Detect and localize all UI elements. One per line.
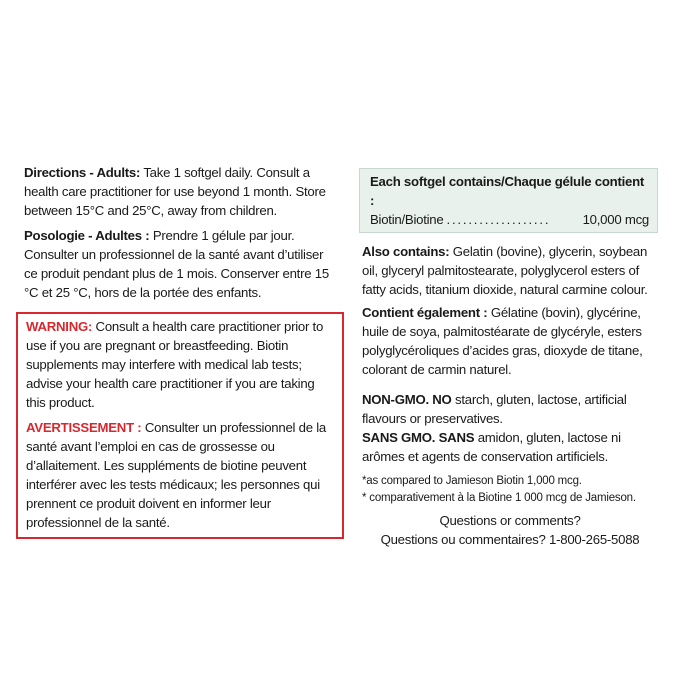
nongmo-paragraph: [362, 390, 658, 428]
posologie-text: Prendre 1 gélule par jour. Consulter un professionnel de la santé avant d’utiliser ce produit pendant plus de 1 mois. Conserver entre 15 °C et 25 °C, hors de la portée des enfants.: [24, 228, 329, 300]
contact-line-1: Questions or comments?: [439, 513, 581, 528]
contact-line-2: Questions ou commentaires? 1-800-265-5088: [380, 532, 640, 547]
directions-paragraph: [24, 163, 336, 220]
footnotes: [362, 473, 658, 507]
supplement-row: [370, 210, 649, 229]
footnote-fr: * comparativement à la Biotine 1 000 mcg de Jamieson.: [362, 492, 636, 504]
right-column: [362, 168, 658, 549]
footnote-en: *as compared to Jamieson Biotin 1,000 mcg.: [362, 475, 582, 487]
sansgmo-text: amidon, gluten, lactose ni arômes et agents de conservation artificiels.: [362, 430, 621, 464]
also-contains-label: Also contains:: [362, 244, 450, 259]
supplement-header: [370, 172, 649, 210]
sansgmo-label: SANS GMO. SANS: [362, 430, 475, 445]
warning-paragraph: [26, 317, 336, 412]
directions-label: Directions - Adults:: [24, 165, 141, 180]
contient-label: Contient également :: [362, 305, 488, 320]
warning-box: [16, 312, 344, 539]
ingredient-name: Biotin/Biotine: [370, 212, 444, 227]
warning-text: Consult a health care practitioner prior to use if you are pregnant or breastfeeding. Biotin supplements may interfere with medical lab tests; advise your health care practitioner if you are taking this product.: [26, 319, 324, 410]
avertissement-paragraph: [26, 418, 336, 532]
nongmo-text: starch, gluten, lactose, artificial flavours or preservatives.: [362, 392, 627, 426]
also-contains-paragraph: [362, 242, 658, 299]
directions-text: Take 1 softgel daily. Consult a health care practitioner for use beyond 1 month. Store between 15°C and 25°C, away from children.: [24, 165, 326, 218]
nongmo-label: NON-GMO. NO: [362, 392, 452, 407]
left-column: [24, 163, 336, 539]
avertissement-label: AVERTISSEMENT :: [26, 420, 142, 435]
supplement-facts-panel: [359, 168, 658, 233]
also-contains-text: Gelatin (bovine), glycerin, soybean oil, glyceryl palmitostearate, polyglycerol esters of fatty acids, titanium dioxide, natural carmine colour.: [362, 244, 648, 297]
warning-label: WARNING:: [26, 319, 93, 334]
leader-dots: ...................: [446, 212, 551, 227]
sansgmo-paragraph: [362, 428, 658, 466]
contient-paragraph: [362, 303, 658, 379]
posologie-label: Posologie - Adultes :: [24, 228, 150, 243]
avertissement-text: Consulter un professionnel de la santé avant l’emploi en cas de grossesse ou d’allaitement. Les suppléments de biotine peuvent interférer avec les tests médicaux; les personnes qui prennent ce produit doivent en informer leur professionnel de la santé.: [26, 420, 326, 530]
supplement-header-text: Each softgel contains/Chaque gélule contient :: [370, 174, 645, 208]
contact-block: [362, 511, 658, 549]
ingredient-amount: 10,000 mcg: [582, 212, 649, 227]
posologie-paragraph: [24, 226, 336, 302]
contient-text: Gélatine (bovin), glycérine, huile de soya, palmitostéarate de glycéryle, esters polyglycéroliques d’acides gras, dioxyde de titane, colorant de carmin naturel.: [362, 305, 643, 377]
